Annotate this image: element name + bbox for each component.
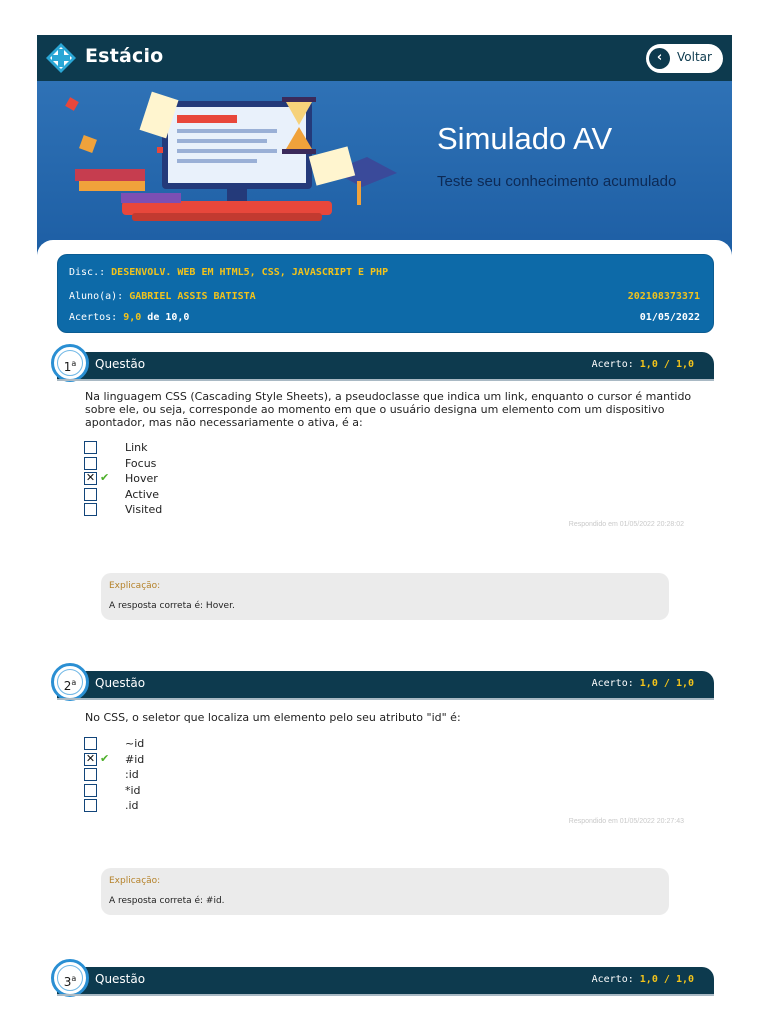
answered-timestamp: Respondido em 01/05/2022 20:27:43 [568,818,684,825]
option-label: ~id [125,737,145,750]
question-label: Questão [95,676,146,690]
exam-info-panel [57,254,714,333]
back-button-label: Voltar [677,50,712,64]
checkbox[interactable] [84,441,97,454]
option-label: *id [125,783,141,797]
checkbox[interactable] [84,784,97,797]
estacio-logo-icon [45,42,77,74]
student-label: Aluno(a): [69,291,124,302]
discipline-label: Disc.: [69,267,106,278]
option-label: Visited [125,503,163,516]
question-score [592,974,694,985]
score-sep: / [663,974,670,985]
score-earned: 1,0 [639,974,658,985]
student-id: 202108373371 [627,291,700,302]
explanation-title: Explicação: [109,581,161,591]
question-number: 3 [63,975,72,989]
discipline-row [69,267,388,278]
score-max: 1,0 [675,974,694,985]
page-subtitle: Teste seu conhecimento acumulado [437,173,677,190]
checkbox[interactable] [84,799,97,812]
question-header [57,352,714,379]
question-number-badge [51,663,89,701]
checkbox[interactable] [84,768,97,781]
score-label: Acerto: [591,678,634,689]
question-header [57,671,714,698]
explanation-box [101,868,669,915]
question-number-badge [51,959,89,997]
chevron-left-icon: ‹ [649,48,670,69]
option-label: .id [125,799,139,812]
top-bar [37,35,732,81]
answered-timestamp: Respondido em 01/05/2022 20:28:02 [568,521,684,528]
question-number: 1 [63,360,72,374]
question-ordinal: a [71,359,77,368]
correct-check-icon: ✔ [100,471,110,484]
student-row [69,291,256,302]
page-title: Simulado AV [437,121,613,156]
question-ordinal: a [71,678,77,687]
question-score [592,359,694,370]
question-text: Na linguagem CSS (Cascading Style Sheets), a pseudoclasse que indica um link, enquanto o cursor é mantido sobre ele, ou seja, corresponde ao momento em que o usuário designa um elemento com um dispositivo apontador, mas não necessariamente o ativa, é a: [85,390,692,429]
checkbox[interactable] [84,503,97,516]
checkbox[interactable] [84,737,97,750]
question-text: No CSS, o seletor que localiza um elemento pelo seu atributo "id" é: [85,711,461,724]
option-label: Active [125,487,160,501]
score-total: de 10,0 [147,312,190,323]
explanation-box [101,573,669,620]
explanation-text: A resposta correta é: Hover. [109,601,235,611]
score-max: 1,0 [675,359,694,370]
score-label: Acerto: [591,974,634,985]
option-label: :id [125,768,139,781]
question-number-badge [51,344,89,382]
score-sep: / [663,678,670,689]
option-label: #id [125,752,145,766]
score-earned: 1,0 [639,678,658,689]
hero-banner [37,81,732,257]
question-score [592,678,694,689]
score-sep: / [663,359,670,370]
score-max: 1,0 [675,678,694,689]
explanation-text: A resposta correta é: #id. [109,896,225,906]
score-earned: 1,0 [639,359,658,370]
discipline-value: DESENVOLV. WEB EM HTML5, CSS, JAVASCRIPT E PHP [111,267,389,278]
checkbox-checked[interactable]: ✕ [85,471,96,484]
question-ordinal: a [71,974,77,983]
question-header [57,967,714,994]
student-name: GABRIEL ASSIS BATISTA [129,291,256,302]
brand-name: Estácio [85,45,164,67]
option-label: Hover [125,472,158,485]
score-value: 9,0 [123,312,142,323]
question-number: 2 [63,679,72,693]
explanation-title: Explicação: [109,876,161,886]
question-label: Questão [95,357,146,371]
option-label: Link [125,441,148,454]
checkbox[interactable] [84,457,97,470]
question-label: Questão [95,972,146,986]
study-illustration-icon [37,81,417,257]
score-label: Acerto: [591,359,634,370]
option-label: Focus [125,456,157,470]
score-row [69,312,189,323]
back-button[interactable] [646,44,723,73]
checkbox-checked[interactable]: ✕ [85,751,96,765]
checkbox[interactable] [84,488,97,501]
score-label: Acertos: [69,312,118,323]
correct-check-icon: ✔ [100,751,110,765]
exam-date: 01/05/2022 [639,312,700,323]
